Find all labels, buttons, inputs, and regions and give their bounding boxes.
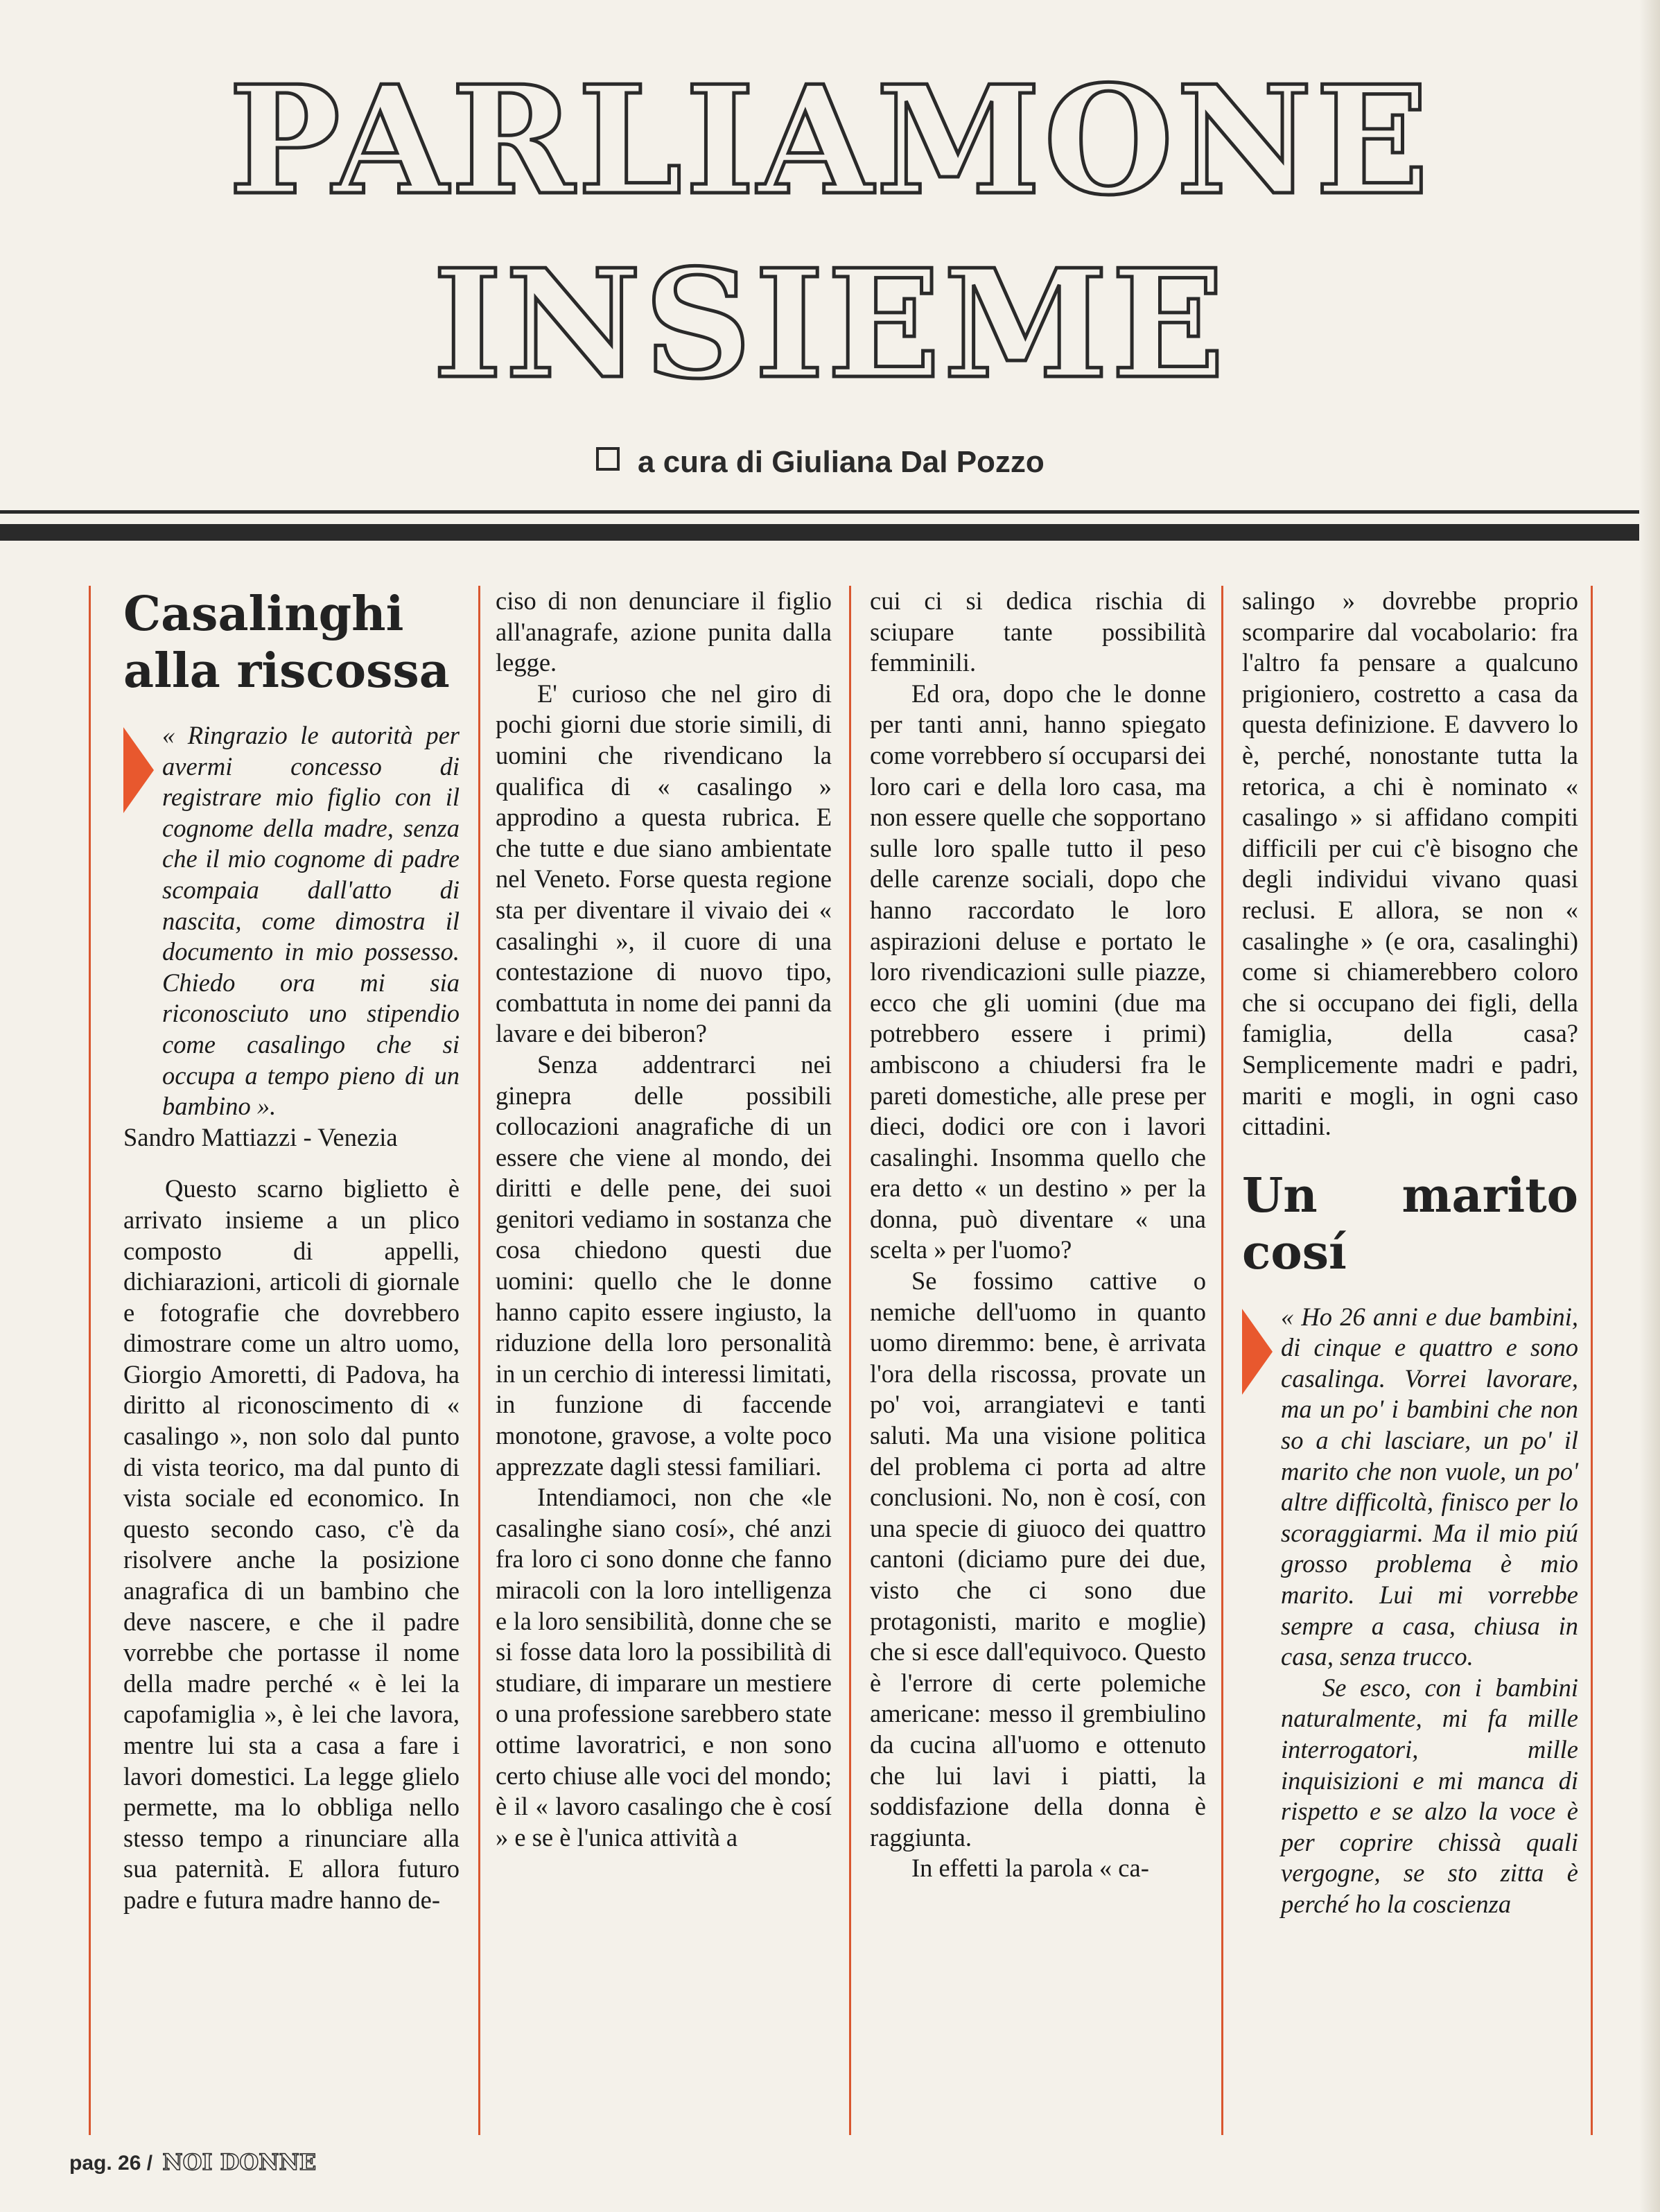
paragraph: Senza addentrarci nei ginepra delle possibili collocazioni anagrafiche di un essere che viene al mondo, dei diritti e delle pene, dei suoi genitori vediamo in sostanza che cosa chiedono questi due uomini: quello che le donne hanno capito essere ingiusto, la riduzione della loro personalità in un cerchio di interessi limitati, in funzione di faccende monotone, gravose, a volte poco apprezzate dagli stessi familiari.: [496, 1050, 832, 1481]
paragraph: Questo scarno biglietto è arrivato insieme a un plico composto di appelli, dichiarazioni, articoli di giornale e fotografie che dovrebbero dimostrare come un altro uomo, Giorgio Amoretti, di Padova, ha diritto al riconoscimento di « casalingo », non solo dal punto di vista teorico, ma dal punto di vista sociale ed economico. In questo secondo caso, c'è da risolvere anche la posizione anagrafica di un bambino che deve nascere, e che il padre vorrebbe che portasse il nome della madre perché « è lei la capofamiglia », è lei che lavora, mentre lui sta a casa a fare i lavori domestici. La legge glielo permette, ma lo obbliga nello stesso tempo a rinunciare alla sua paternità. E allora futuro padre e futura madre hanno de-: [123, 1174, 460, 1914]
magazine-logo: NOI DONNE: [162, 2149, 317, 2175]
paragraph: Intendiamoci, non che «le casalinghe siano cosí», ché anzi fra loro ci sono donne che fanno miracoli con la loro intelligenza e la loro sensibilità, donne che se si fosse data loro la possibilità di studiare, di imparare un mestiere o una professione sarebbero state ottime lavoratrici, e non sono certo chiuse alle voci del mondo; è il « lavoro casalingo che è cosí » e se è l'unica attività a: [496, 1483, 832, 1852]
paragraph: Se fossimo cattive o nemiche dell'uomo in quanto uomo diremmo: bene, è arrivata l'ora della riscossa, provate un po' voi, arrangiatevi e tanti saluti. Ma una visione politica del problema ci porta ad altre conclusioni. No, non è cosí, con una specie di giuoco dei quattro cantoni (diciamo pure dei due, visto che ci sono due protagonisti, marito e moglie) che si esce dall'equivoco. Questo è l'errore di certe polemiche americane: messo il grembiulino da cucina all'uomo e ottenuto che lui lavi i piatti, la soddisfazione della donna è raggiunta.: [870, 1266, 1206, 1852]
article-heading: Casalinghi alla riscossa: [123, 586, 450, 699]
article-heading: Un marito cosí: [1242, 1167, 1578, 1280]
letter-text: « Ringrazio le autorità per avermi concesso di registrare mio figlio con il cognome della madre, senza che il mio cognome di padre scompaia dall'atto di nascita, come dimostra il documento in mio possesso. Chiedo ora mi sia riconosciuto uno stipendio come casalingo che si occupa a tempo pieno di un bambino ».: [162, 721, 460, 1121]
column-2: [496, 586, 832, 1853]
title-line-2: INSIEME: [433, 236, 1227, 412]
column-rule: [849, 586, 851, 2135]
byline-text: a cura di Giuliana Dal Pozzo: [638, 445, 1045, 479]
column-4: [1242, 586, 1578, 1920]
paragraph: In effetti la parola « ca-: [911, 1854, 1149, 1883]
reader-letter: [1242, 1302, 1578, 1920]
column-rule: [478, 586, 480, 2135]
letter-text: Se esco, con i bambini naturalmente, mi fa mille interrogatori, mille inquisizioni e mi manca di rispetto e se alzo la voce è per coprire chissà quali vergogne, se sto zitta è perché ho la coscienza: [1281, 1673, 1578, 1918]
reader-letter: [123, 720, 460, 1122]
page-edge: [1639, 0, 1660, 2212]
column-3: [870, 586, 1206, 1884]
paragraph: Ed ora, dopo che le donne per tanti anni, hanno spiegato come vorrebbero sí occuparsi dei loro cari e della loro casa, ma non essere quelle che sopportano sulle loro spalle tutto il peso delle carenze sociali, dopo che hanno raccordato le loro aspirazioni deluse e portato le loro rivendicazioni sulle piazze, ecco che gli uomini (due ma potrebbero essere i primi) ambiscono a chiudersi fra le pareti domestiche, alle prese per dieci, dodici ore con i lavori casalinghi. Insomma quello che era detto « un destino » per la donna, può diventare « una scelta » per l'uomo?: [870, 679, 1206, 1264]
divider-thin: [0, 510, 1660, 514]
column-rule: [89, 586, 91, 2135]
paragraph: ciso di non denunciare il figlio all'anagrafe, azione punita dalla legge.: [496, 586, 832, 677]
square-bullet-icon: [596, 447, 620, 471]
byline: [596, 445, 1045, 480]
letter-text: « Ho 26 anni e due bambini, di cinque e quattro e sono casalinga. Vorrei lavorare, ma un po' i bambini che non so a chi lasciare, un po' il marito che non vuole, un po' altre difficoltà, finisco per lo scoraggiarmi. Ma il mio piú grosso problema è mio marito. Lui mi vorrebbe sempre a casa, chiusa in casa, senza trucco.: [1281, 1302, 1578, 1671]
divider-thick: [0, 524, 1660, 541]
triangle-marker-icon: [123, 727, 154, 813]
triangle-marker-icon: [1242, 1309, 1273, 1395]
page-footer: [69, 2149, 316, 2175]
title-line-1: PARLIAMONE: [228, 53, 1432, 228]
letter-signature: Sandro Mattiazzi - Venezia: [123, 1122, 398, 1151]
column-rule: [1591, 586, 1593, 2135]
paragraph: E' curioso che nel giro di pochi giorni due storie simili, di uomini che rivendicano la qualifica di « casalingo » approdino a questa rubrica. E che tutte e due siano ambientate nel Veneto. Forse questa regione sta per diventare il vivaio dei « casalinghi », il cuore di una contestazione di nuovo tipo, combattuta in nome dei panni da lavare e dei biberon?: [496, 679, 832, 1048]
paragraph: cui ci si dedica rischia di sciupare tante possibilità femminili.: [870, 586, 1206, 677]
column-1: [123, 586, 460, 1916]
page-number: pag. 26 /: [69, 2152, 153, 2175]
paragraph: salingo » dovrebbe proprio scomparire dal vocabolario: fra l'altro fa pensare a qualcuno prigioniero, costretto a casa da questa definizione. E davvero lo è, perché, nonostante tutta la retorica, a chi è nominato « casalingo » si affidano compiti difficili per cui c'è bisogno che degli individui vivano quasi reclusi. E allora, se non « casalinghe » (e ora, casalinghi) come si chiamerebbero coloro che si occupano dei figli, della famiglia, della casa? Semplicemente madri e padri, mariti e mogli, in ogni caso cittadini.: [1242, 586, 1578, 1141]
column-rule: [1221, 586, 1223, 2135]
